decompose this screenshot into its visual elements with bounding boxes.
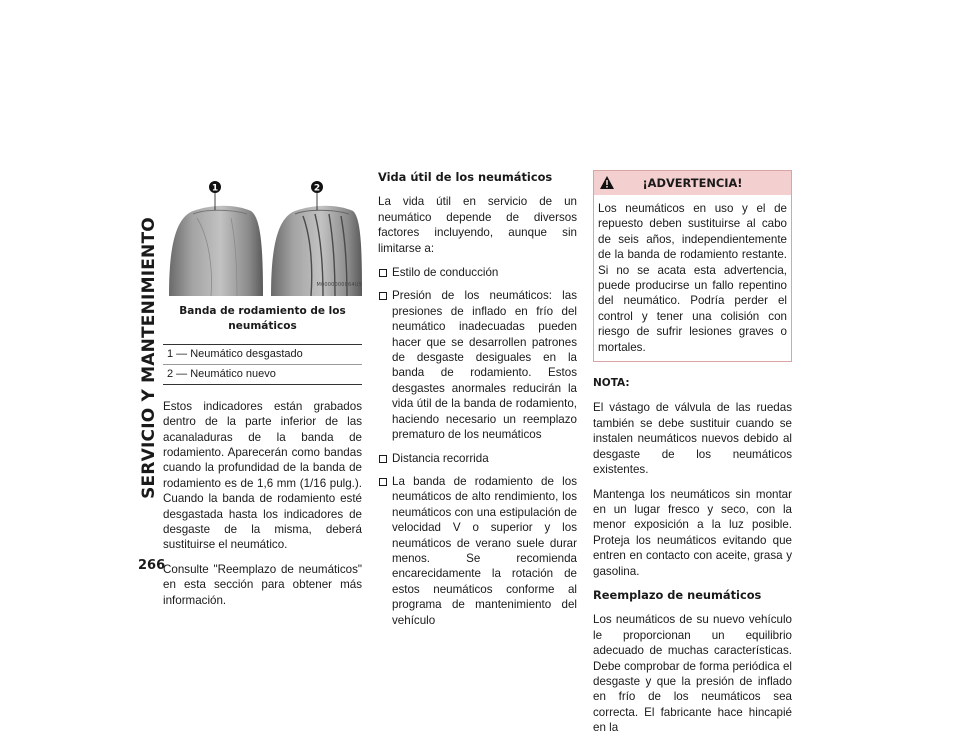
checkbox-bullet-icon — [379, 292, 387, 300]
checkbox-bullet-icon — [379, 455, 387, 463]
paragraph: La vida útil en servicio de un neumático depende de diversos factores incluyendo, aunque sin limitarse a: — [378, 195, 577, 255]
column-3 — [593, 170, 792, 745]
page-number: 266 — [138, 558, 166, 573]
warning-header — [594, 171, 791, 195]
section-heading: Vida útil de los neumáticos — [378, 170, 553, 184]
figure-code: M0000000064US — [316, 282, 362, 288]
warning-title: ¡ADVERTENCIA! — [642, 176, 743, 190]
worn-tire — [169, 206, 263, 296]
figure-caption: Banda de rodamiento de los neumáticos — [179, 305, 346, 333]
section-heading: Reemplazo de neumáticos — [593, 587, 762, 602]
list-item-text: Presión de los neumáticos: las presiones de inflado en frío del neumático inadecuadas pueden hacer que se desarrollen patrones de desgaste desiguales en la banda de rodamiento. Estos desgastes anormales reducirán la vida útil de la banda de rodamiento, haciendo necesario un reemplazo prematuro de los neumáticos — [392, 289, 577, 442]
list-item — [378, 265, 577, 280]
section-title: SERVICIO Y MANTENIMIENTO — [139, 217, 160, 499]
warning-text: Los neumáticos en uso y el de repuesto deben sustituirse al cabo de seis años, independientemente de la banda de rodamiento restante. Si no se acata esta advertencia, puede producirse un fallo repentino del neumático. Podría perder el control y tener una colisión con riesgo de sufrir lesiones graves o mortales. — [598, 202, 787, 354]
bullet-list — [378, 265, 577, 628]
list-item-text: Estilo de conducción — [392, 266, 499, 280]
callout-label-1: 1 — [211, 183, 219, 194]
list-item-text: La banda de rodamiento de los neumáticos de alto rendimiento, los neumáticos con una estipulación de velocidad V o superior y los neumáticos de verano suele durar menos. Se recomienda encarecidamente la rotación de estos neumáticos conforme al programa de mantenimiento del vehículo — [392, 474, 577, 627]
list-item-text: Distancia recorrida — [392, 451, 489, 465]
legend-row: 2 — Neumático nuevo — [167, 367, 276, 380]
figure-legend — [163, 344, 362, 385]
paragraph: Mantenga los neumáticos sin montar en un lugar fresco y seco, con la menor exposición a la luz posible. Proteja los neumáticos evitando que entren en contacto con aceite, grasa y gasolina. — [593, 487, 792, 578]
checkbox-bullet-icon — [379, 478, 387, 486]
checkbox-bullet-icon — [379, 269, 387, 277]
section-tab — [138, 172, 160, 544]
list-item — [378, 451, 577, 466]
paragraph: Estos indicadores están grabados dentro de la parte inferior de las acanaladuras de la banda de rodamiento. Aparecerán como bandas cuando la profundidad de la banda de rodamiento es de 1,6 mm (1/16 pulg.). Cuando la banda de rodamiento esté desgastada hasta los indicadores de desgaste de la misma, deberá sustituirse el neumático. — [163, 399, 362, 552]
warning-box — [593, 170, 792, 362]
note-text: El vástago de válvula de las ruedas también se debe sustituir cuando se instalen neumáticos nuevos debido al desgaste de los neumáticos existentes. — [593, 401, 792, 477]
list-item — [378, 288, 577, 442]
list-item — [378, 474, 577, 628]
note-label: NOTA: — [593, 377, 630, 390]
paragraph: Los neumáticos de su nuevo vehículo le proporcionan un equilibrio adecuado de muchas características. Debe comprobar de forma periódica el desgaste y que la presión de inflado en frío de los neumáticos sea correcta. El fabricante hace hincapié en la — [593, 613, 792, 735]
column-2 — [378, 170, 577, 636]
paragraph: Consulte "Reemplazo de neumáticos" en esta sección para obtener más información. — [163, 562, 362, 607]
callout-label-2: 2 — [313, 183, 321, 194]
warning-triangle-icon — [599, 175, 615, 190]
legend-row: 1 — Neumático desgastado — [163, 345, 362, 365]
column-1 — [163, 178, 362, 617]
tire-tread-figure — [163, 178, 362, 304]
